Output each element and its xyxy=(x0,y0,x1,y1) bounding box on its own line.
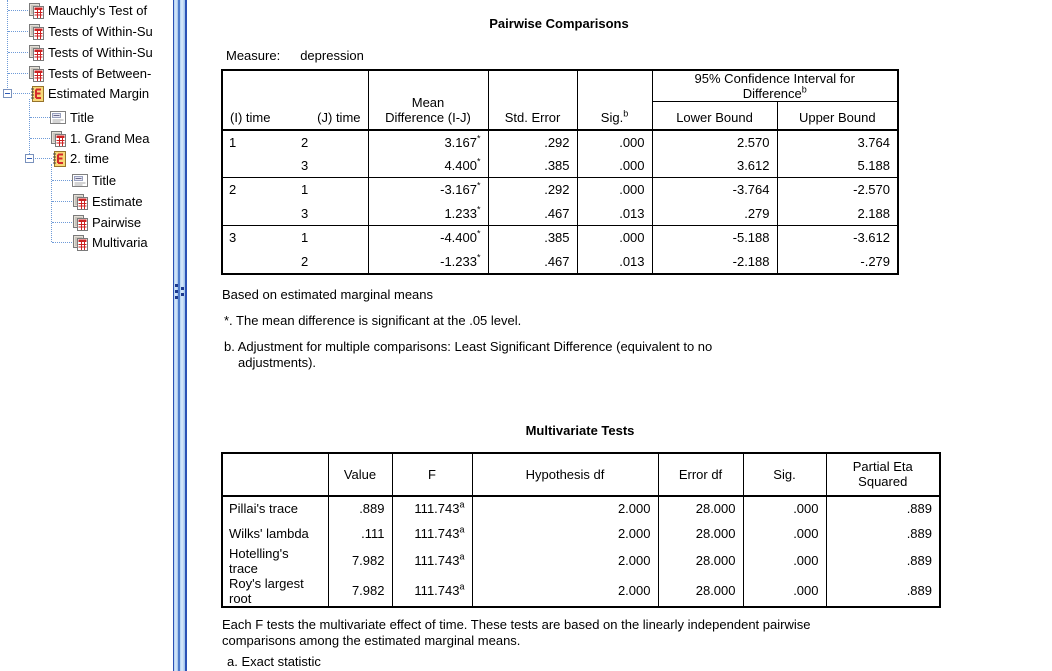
cell-value: 7.982 xyxy=(328,546,392,576)
cell-test-name: Wilks' lambda xyxy=(229,525,309,541)
cell-mean-difference: 3.167* xyxy=(368,130,488,154)
tree-line xyxy=(35,158,52,159)
cell-partial-eta: .889 xyxy=(826,496,940,521)
tree-item-label: Mauchly's Test of xyxy=(48,3,148,18)
column-header-j-time: (J) time xyxy=(317,109,361,125)
tree-item-label: Multivaria xyxy=(92,235,148,250)
tree-item-estimated-marginal[interactable] xyxy=(30,84,149,103)
tree-item-estimates[interactable] xyxy=(72,192,143,211)
cell-upper-bound: -2.570 xyxy=(777,178,898,202)
table-row xyxy=(222,496,940,521)
column-header-partial-eta: Partial Eta Squared xyxy=(826,453,940,496)
cell-sig: .000 xyxy=(577,226,652,250)
cell-test-name: Pillai's trace xyxy=(229,501,298,516)
column-header-ij-time xyxy=(222,70,368,130)
cell-i xyxy=(222,250,295,274)
tree-item-label: 1. Grand Mea xyxy=(70,131,150,146)
tree-item-grand-mean[interactable] xyxy=(50,129,150,148)
tree-item-label: Tests of Within-Su xyxy=(48,24,153,39)
cell-std-error: .467 xyxy=(488,202,577,226)
cell-test-name: Hotelling's trace xyxy=(229,545,289,576)
table-row xyxy=(222,576,940,607)
column-header-i-time: (I) time xyxy=(230,109,271,125)
cell-std-error: .292 xyxy=(488,178,577,202)
tree-item-mauchlys-test[interactable] xyxy=(28,1,147,20)
cell-j: 2 xyxy=(301,134,309,150)
cell-i: 3 xyxy=(222,226,295,250)
cell-f: 111.743$^a$ xyxy=(392,546,472,576)
tree-item-label: Pairwise xyxy=(92,215,142,230)
notes-icon xyxy=(52,151,67,167)
cell-i: 2 xyxy=(222,178,295,202)
table-icon xyxy=(72,194,89,210)
cell-partial-eta: .889 xyxy=(826,576,940,607)
cell-std-error: .467 xyxy=(488,250,577,274)
tree-line xyxy=(52,180,72,181)
multivariate-title: Multivariate Tests xyxy=(525,422,635,438)
cell-sig: .013 xyxy=(577,250,652,274)
cell-sig: .000 xyxy=(577,178,652,202)
collapse-minus-icon[interactable] xyxy=(25,154,34,163)
cell-value: 7.982 xyxy=(328,576,392,607)
table-row xyxy=(222,226,898,250)
cell-j: 3 xyxy=(301,157,309,173)
output-navigator-pane xyxy=(0,0,173,671)
table-row xyxy=(222,178,898,202)
splitter-grip-icon xyxy=(175,284,178,287)
column-header-hypothesis-df: Hypothesis df xyxy=(472,453,658,496)
table-icon xyxy=(72,215,89,231)
tree-line xyxy=(8,31,28,32)
cell-hypothesis-df: 2.000 xyxy=(472,496,658,521)
cell-mean-difference: -1.233* xyxy=(368,250,488,274)
table-icon xyxy=(28,45,45,61)
table-row xyxy=(222,250,898,274)
column-header-upper-bound: Upper Bound xyxy=(777,102,898,130)
cell-hypothesis-df: 2.000 xyxy=(472,576,658,607)
cell-sig: .013 xyxy=(577,202,652,226)
cell-value: .111 xyxy=(328,521,392,546)
title-icon xyxy=(50,110,67,125)
cell-j: 2 xyxy=(301,253,309,269)
cell-j: 1 xyxy=(295,178,368,202)
tree-line xyxy=(8,52,28,53)
tree-line xyxy=(52,222,72,223)
column-header-sig: Sig.$^b$ xyxy=(577,70,652,130)
cell-mean-difference: 1.233* xyxy=(368,202,488,226)
tree-item-label: Tests of Between- xyxy=(48,66,152,81)
cell-upper-bound: 2.188 xyxy=(777,202,898,226)
tree-item-title-2[interactable] xyxy=(72,171,116,190)
cell-i: 1 xyxy=(229,134,237,150)
measure-value: depression xyxy=(300,48,364,63)
cell-test-name: Roy's largest root xyxy=(229,575,304,606)
footnote-each-f: Each F tests the multivariate effect of time. These tests are based on the linearly independent pairwise comparisons among the estimated marginal means. xyxy=(222,616,811,648)
cell-partial-eta: .889 xyxy=(826,546,940,576)
tree-item-label: Estimate xyxy=(92,194,143,209)
tree-line xyxy=(30,117,50,118)
pairwise-comparisons-table xyxy=(221,69,899,275)
notes-icon xyxy=(30,86,45,102)
tree-item-title-1[interactable] xyxy=(50,108,94,127)
tree-item-label: Title xyxy=(92,173,117,188)
cell-sig: .000 xyxy=(577,130,652,154)
cell-sig: .000 xyxy=(577,154,652,178)
tree-line xyxy=(52,201,72,202)
table-icon xyxy=(72,235,89,251)
table-icon xyxy=(28,24,45,40)
cell-f: 111.743$^a$ xyxy=(392,496,472,521)
tree-item-multivariate[interactable] xyxy=(72,233,148,252)
table-row xyxy=(222,130,898,154)
table-header-row xyxy=(222,453,940,496)
tree-line xyxy=(52,242,72,243)
tree-line xyxy=(8,10,28,11)
table-icon xyxy=(28,66,45,82)
multivariate-tests-block xyxy=(221,423,939,670)
footnote-adjustment: b. Adjustment for multiple comparisons: Least Significant Difference (equivalent to no adjustments). xyxy=(224,338,713,370)
cell-lower-bound: 3.612 xyxy=(652,154,777,178)
column-header-mean-difference: Mean Difference (I-J) xyxy=(368,70,488,130)
cell-j: 1 xyxy=(295,226,368,250)
cell-upper-bound: 3.764 xyxy=(777,130,898,154)
cell-f: 111.743$^a$ xyxy=(392,521,472,546)
table-row xyxy=(222,546,940,576)
tree-line xyxy=(7,0,8,90)
title-icon xyxy=(72,173,89,188)
tree-item-pairwise[interactable] xyxy=(72,213,141,232)
column-header-lower-bound: Lower Bound xyxy=(652,102,777,130)
column-header-std-error: Std. Error xyxy=(488,70,577,130)
tree-item-tests-between[interactable] xyxy=(28,64,151,83)
cell-j: 3 xyxy=(301,205,309,221)
tree-line xyxy=(13,93,30,94)
cell-sig: .000 xyxy=(743,546,826,576)
table-row xyxy=(222,154,898,178)
column-header-f: F xyxy=(392,453,472,496)
pane-splitter[interactable] xyxy=(173,0,187,671)
cell-std-error: .292 xyxy=(488,130,577,154)
measure-label: Measure: xyxy=(226,48,281,63)
cell-sig: .000 xyxy=(743,521,826,546)
column-header-value: Value xyxy=(328,453,392,496)
cell-partial-eta: .889 xyxy=(826,521,940,546)
cell-upper-bound: -3.612 xyxy=(777,226,898,250)
tree-item-label: Estimated Margin xyxy=(48,86,150,101)
cell-sig: .000 xyxy=(743,576,826,607)
table-row xyxy=(222,202,898,226)
cell-lower-bound: -2.188 xyxy=(652,250,777,274)
tree-item-2-time[interactable] xyxy=(52,149,109,168)
tree-item-label: Tests of Within-Su xyxy=(48,45,153,60)
cell-error-df: 28.000 xyxy=(658,576,743,607)
cell-i xyxy=(222,202,295,226)
cell-mean-difference: 4.400* xyxy=(368,154,488,178)
tree-line xyxy=(29,99,30,154)
tree-item-tests-within-1[interactable] xyxy=(28,22,153,41)
cell-error-df: 28.000 xyxy=(658,546,743,576)
table-header-row xyxy=(222,70,898,102)
cell-sig: .000 xyxy=(743,496,826,521)
column-header-empty xyxy=(222,453,328,496)
cell-error-df: 28.000 xyxy=(658,496,743,521)
cell-mean-difference: -3.167* xyxy=(368,178,488,202)
cell-value: .889 xyxy=(328,496,392,521)
collapse-minus-icon[interactable] xyxy=(3,89,12,98)
cell-upper-bound: -.279 xyxy=(777,250,898,274)
table-icon xyxy=(50,131,67,147)
cell-hypothesis-df: 2.000 xyxy=(472,521,658,546)
cell-i xyxy=(222,154,295,178)
tree-line xyxy=(8,73,28,74)
tree-item-label: 2. time xyxy=(70,151,110,166)
footnote-exact-statistic: a. Exact statistic xyxy=(227,653,321,669)
splitter-grip-icon xyxy=(181,287,184,290)
cell-std-error: .385 xyxy=(488,154,577,178)
tree-item-label: Title xyxy=(70,110,95,125)
tree-line xyxy=(30,138,50,139)
tree-item-tests-within-2[interactable] xyxy=(28,43,153,62)
table-icon xyxy=(28,3,45,19)
column-header-confidence-interval: 95% Confidence Interval for Difference$^b$ xyxy=(652,70,898,102)
pairwise-comparisons-block xyxy=(221,16,897,371)
cell-std-error: .385 xyxy=(488,226,577,250)
cell-lower-bound: .279 xyxy=(652,202,777,226)
measure-line xyxy=(226,48,897,63)
cell-mean-difference: -4.400* xyxy=(368,226,488,250)
cell-lower-bound: 2.570 xyxy=(652,130,777,154)
footnote-significance: *. The mean difference is significant at the .05 level. xyxy=(224,312,522,328)
column-header-sig: Sig. xyxy=(743,453,826,496)
column-header-error-df: Error df xyxy=(658,453,743,496)
pairwise-title: Pairwise Comparisons xyxy=(489,16,629,31)
cell-upper-bound: 5.188 xyxy=(777,154,898,178)
table-row xyxy=(222,521,940,546)
tree-line xyxy=(51,164,52,242)
cell-error-df: 28.000 xyxy=(658,521,743,546)
cell-f: 111.743$^a$ xyxy=(392,576,472,607)
cell-lower-bound: -3.764 xyxy=(652,178,777,202)
multivariate-tests-table xyxy=(221,452,941,608)
cell-hypothesis-df: 2.000 xyxy=(472,546,658,576)
output-content-pane xyxy=(187,0,1052,671)
cell-lower-bound: -5.188 xyxy=(652,226,777,250)
footnote-based-on: Based on estimated marginal means xyxy=(222,286,434,302)
